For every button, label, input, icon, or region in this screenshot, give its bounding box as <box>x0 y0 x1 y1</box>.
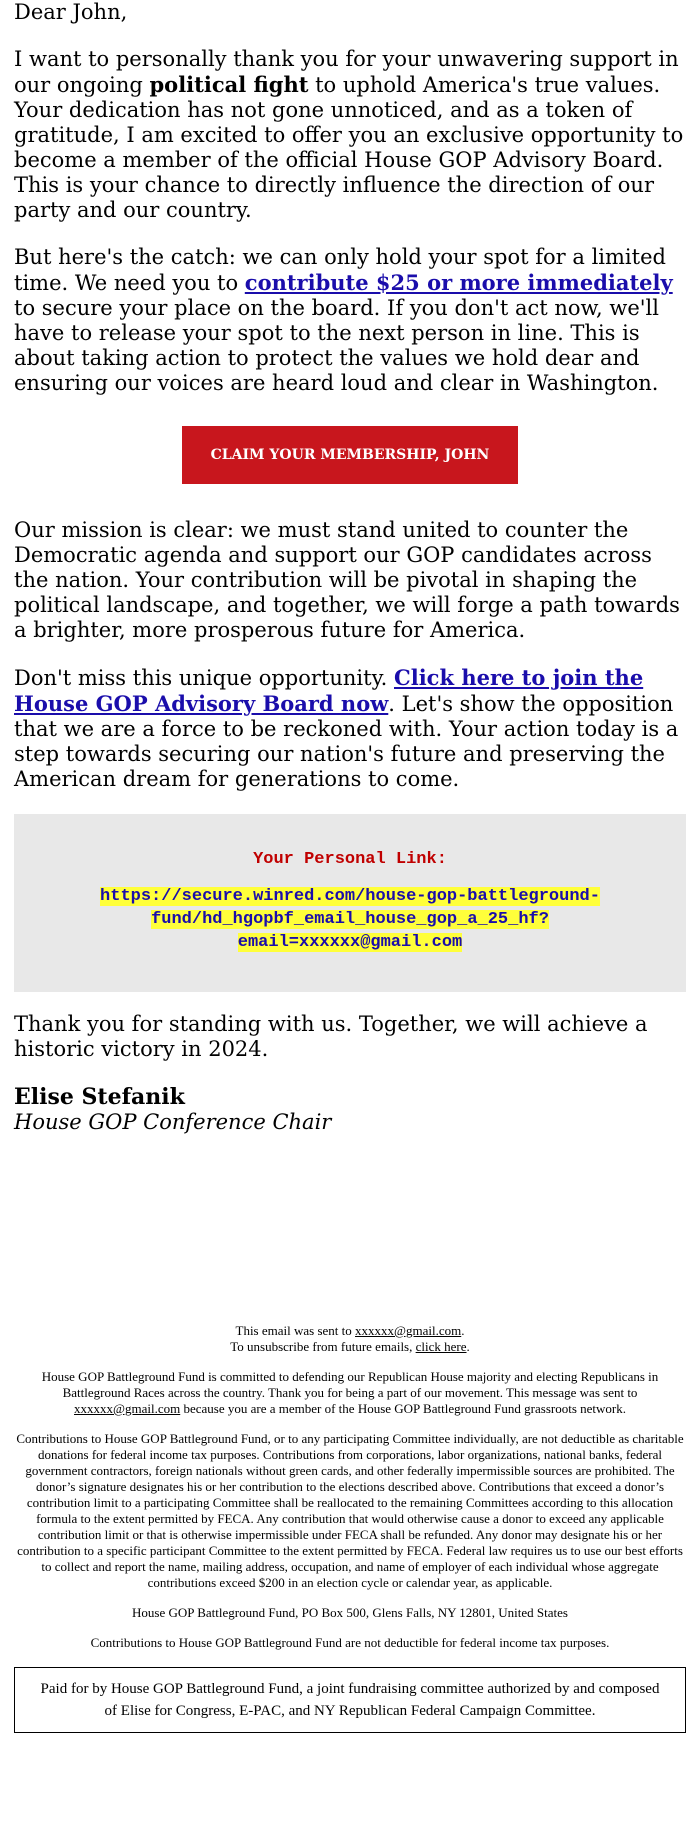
signature-title: House GOP Conference Chair <box>14 1110 332 1134</box>
email-footer <box>0 1323 700 1733</box>
mission-paragraph: Our mission is clear: we must stand united to counter the Democratic agenda and support our GOP candidates across the nation. Your contribution will be pivotal in shaping the political landscape, and together, we will forge a path towards a brighter, more prosperous future for America. <box>14 518 680 642</box>
greeting: Dear John, <box>14 0 128 24</box>
signature-name: Elise Stefanik <box>14 1084 185 1110</box>
personal-link-box <box>14 814 686 992</box>
signature-block <box>14 1084 686 1135</box>
unsubscribe-suffix: . <box>466 1339 470 1354</box>
personal-link-url-container <box>90 885 610 954</box>
intro-text-before: I want to personally thank you for your unwavering support in our ongoing <box>14 47 679 97</box>
catch-text-before: But here's the catch: we can only hold your spot for a limited time. We need you to <box>14 245 666 295</box>
cta-container <box>14 426 686 484</box>
intro-text-after: to uphold America's true values. Your dedication has not gone unnoticed, and as a token of gratitude, I am excited to offer you an exclusive opportunity to become a member of the official House GOP Advisory Board. This is your chance to directly influence the direction of our party and our country. <box>14 73 684 222</box>
catch-paragraph <box>14 245 686 396</box>
footer-commitment <box>14 1369 686 1417</box>
personal-link-label: Your Personal Link: <box>253 850 447 869</box>
personal-link-url[interactable]: https://secure.winred.com/house-gop-battleground-fund/hd_hgopbf_email_house_gop_a_25_hf?email=xxxxxx@gmail.com <box>100 887 600 952</box>
intro-bold-phrase: political fight <box>149 72 309 97</box>
intro-paragraph <box>14 47 686 223</box>
unsubscribe-prefix: To unsubscribe from future emails, <box>230 1339 416 1354</box>
sent-to-email-link[interactable]: xxxxxx@gmail.com <box>355 1323 462 1338</box>
footer-address: House GOP Battleground Fund, PO Box 500, Glens Falls, NY 12801, United States <box>132 1605 568 1620</box>
catch-text-after: to secure your place on the board. If you don't act now, we'll have to release your spot to the next person in line. This is about taking action to protect the values we hold dear and ensuring our voices are heard loud and clear in Washington. <box>14 296 659 395</box>
claim-membership-button[interactable]: CLAIM YOUR MEMBERSHIP, JOHN <box>182 426 518 484</box>
commitment-text-before: House GOP Battleground Fund is committed to defending our Republican House majority and electing Republicans in Battleground Races across the country. Thank you for being a part of our movement. This message was sent to <box>41 1369 659 1400</box>
join-text-before: Don't miss this unique opportunity. <box>14 666 394 690</box>
join-board-link[interactable]: Click here to join the House GOP Advisory Board now <box>14 665 644 716</box>
sent-to-prefix: This email was sent to <box>235 1323 356 1338</box>
sent-to-suffix: . <box>461 1323 465 1338</box>
footer-disclaimer: Contributions to House GOP Battleground Fund, or to any participating Committee individually, are not deductible as charitable donations for federal income tax purposes. Contributions from corporations, labor organizations, national banks, federal government contractors, foreign nationals without green cards, and other federally impermissible sources are prohibited. The donor’s signature designates his or her contribution to the elections described above. Contributions that exceed a donor’s contribution limit to a participating Committee shall be reallocated to the remaining Committees according to this allocation formula to the extent permitted by FECA. Any contribution that would otherwise cause a donor to exceed any applicable contribution limit or that is otherwise impermissible under FECA shall be refunded. Any donor may designate his or her contribution to a specific participant Committee to the extent permitted by FECA. Federal law requires us to use our best efforts to collect and report the name, mailing address, occupation, and name of employer of each individual whose aggregate contributions exceed $200 in an election cycle or calendar year, as applicable. <box>16 1431 684 1590</box>
commitment-email-link[interactable]: xxxxxx@gmail.com <box>74 1401 181 1416</box>
footer-sent-info <box>14 1323 686 1355</box>
commitment-text-after: because you are a member of the House GOP Battleground Fund grassroots network. <box>180 1401 626 1416</box>
join-text-after: . Let's show the opposition that we are a force to be reckoned with. Your action today is a step towards securing our nation's future and preserving the American dream for generations to come. <box>14 692 679 791</box>
paid-for-box: Paid for by House GOP Battleground Fund, a joint fundraising committee authorized by and composed of Elise for Congress, E-PAC, and NY Republican Federal Campaign Committee. <box>14 1667 686 1733</box>
join-paragraph <box>14 665 686 792</box>
footer-tax-note: Contributions to House GOP Battleground Fund are not deductible for federal income tax purposes. <box>90 1635 610 1650</box>
thanks-paragraph: Thank you for standing with us. Together, we will achieve a historic victory in 2024. <box>14 1012 648 1061</box>
contribute-link[interactable]: contribute $25 or more immediately <box>244 270 673 295</box>
unsubscribe-link[interactable]: click here <box>415 1339 467 1354</box>
